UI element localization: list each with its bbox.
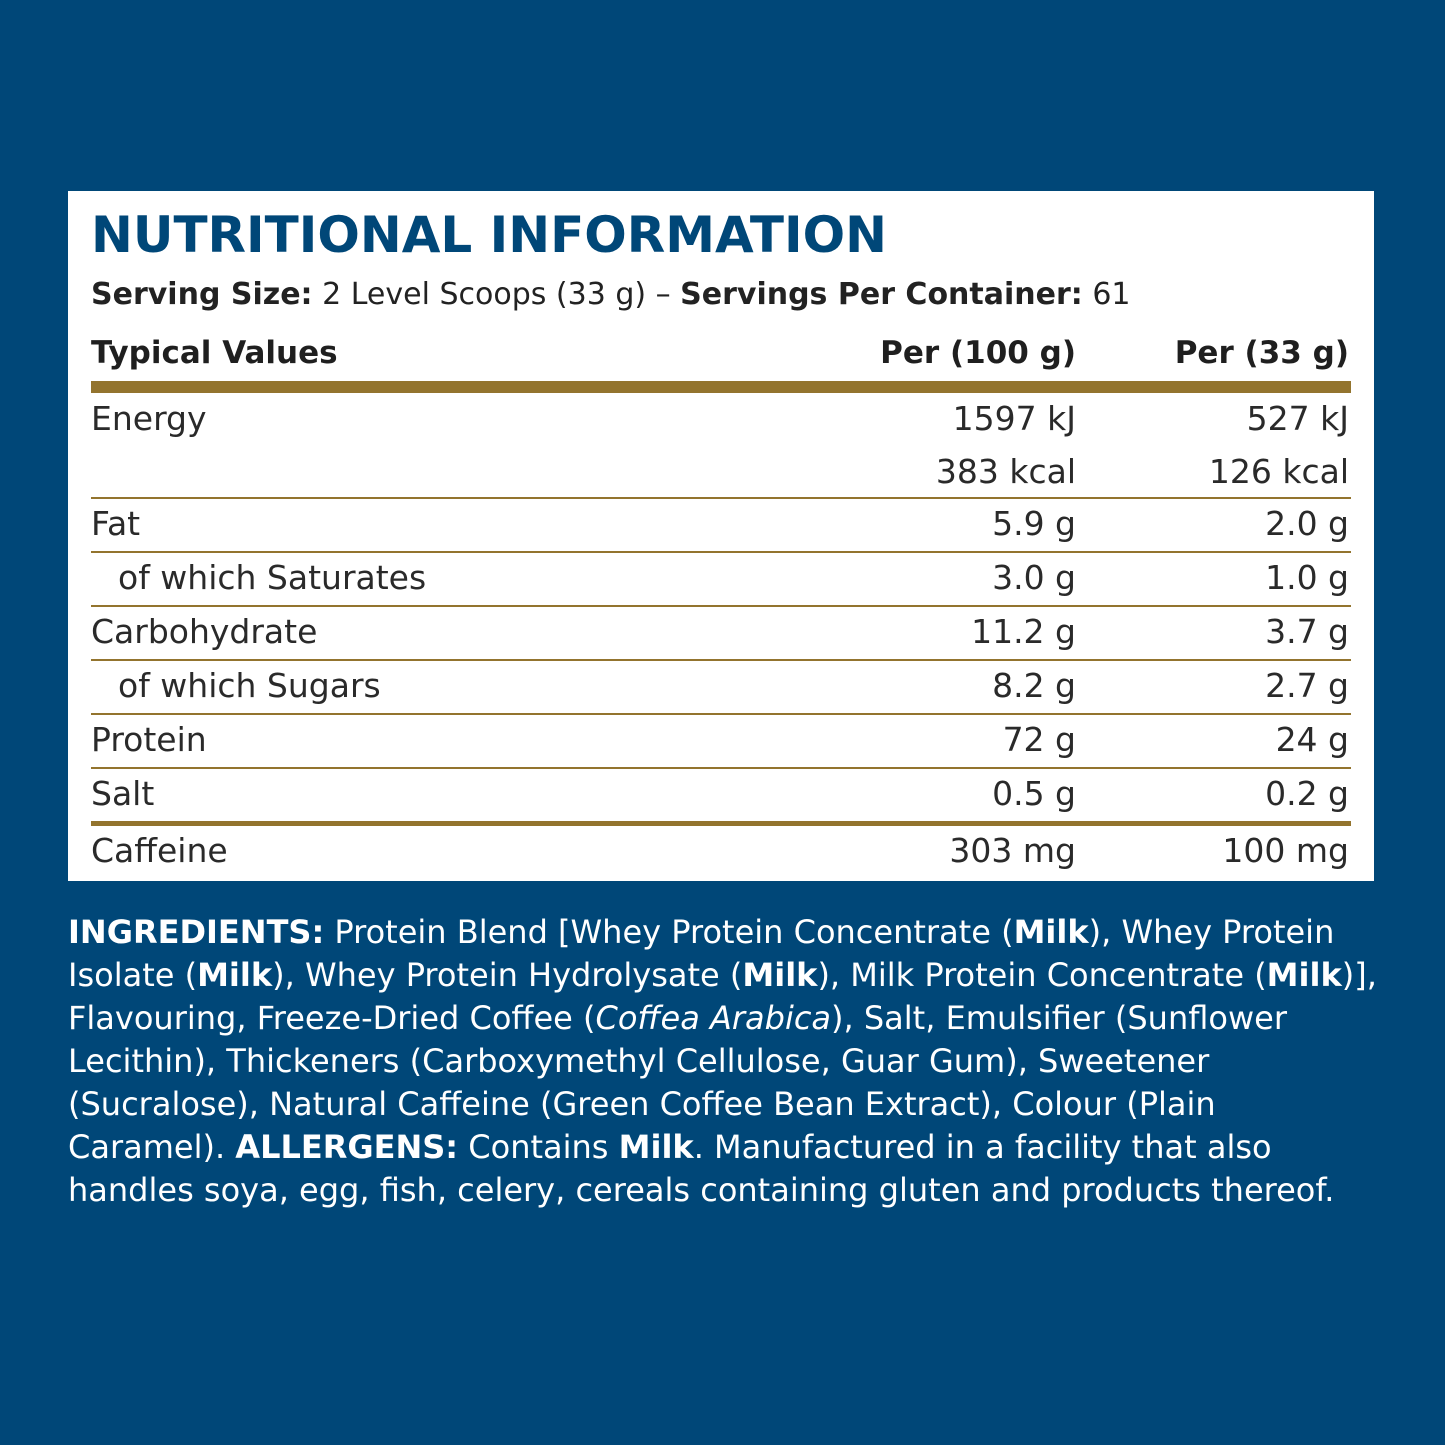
ingredients-part: Protein Blend [Whey Protein Concentrate (: [324, 913, 1014, 951]
row-per33: 0.2 g: [1265, 774, 1349, 813]
allergens-heading: ALLERGENS:: [235, 1128, 459, 1166]
energy-per100-kj: 1597 kJ: [952, 399, 1076, 438]
row-per100: 3.0 g: [992, 558, 1076, 597]
header-typical-values: Typical Values: [91, 335, 338, 371]
row-label: Salt: [91, 774, 155, 813]
ingredients-part: Contains: [458, 1128, 619, 1166]
row-per33: 1.0 g: [1265, 558, 1349, 597]
panel-title: NUTRITIONAL INFORMATION: [91, 206, 887, 264]
ingredients-part: ), Whey Protein Isolate (: [68, 913, 1335, 994]
serving-size-value: 2 Level Scoops (33 g) –: [312, 277, 681, 312]
table-header-row: [91, 331, 1351, 381]
allergen-milk: Milk: [742, 956, 818, 994]
row-label: Carbohydrate: [91, 612, 318, 651]
nutrition-table: [91, 331, 1351, 878]
energy-label: Energy: [91, 399, 207, 438]
allergen-milk: Milk: [197, 956, 273, 994]
row-per33: 24 g: [1275, 720, 1349, 759]
ingredients-part: ), Milk Protein Concentrate (: [817, 956, 1267, 994]
ingredients-part: ), Whey Protein Hydrolysate (: [272, 956, 743, 994]
row-per100: 5.9 g: [992, 504, 1076, 543]
energy-per33-kcal: 126 kcal: [1208, 452, 1349, 491]
table-row: [91, 607, 1351, 659]
row-per33: 3.7 g: [1265, 612, 1349, 651]
ingredients-part: . Manufactured in a facility that also handles soya, egg, fish, celery, cereals containing gluten and products thereof.: [68, 1128, 1335, 1209]
ingredients-part: )], Flavouring, Freeze-Dried Coffee (: [68, 956, 1377, 1037]
allergen-milk: Milk: [1266, 956, 1342, 994]
table-row: [91, 661, 1351, 713]
allergen-milk: Milk: [618, 1128, 694, 1166]
header-per-33g: Per (33 g): [1174, 335, 1349, 371]
serving-info: [91, 277, 1131, 313]
caffeine-label: Caffeine: [91, 831, 228, 870]
header-per-100g: Per (100 g): [880, 335, 1076, 371]
allergen-milk: Milk: [1013, 913, 1089, 951]
table-row-caffeine: [91, 826, 1351, 878]
caffeine-per100: 303 mg: [949, 831, 1076, 870]
row-label: of which Saturates: [118, 558, 427, 597]
servings-per-container-label: Servings Per Container:: [680, 277, 1083, 312]
row-label: Fat: [91, 504, 141, 543]
ingredients-part: ), Salt, Emulsifier (Sunflower Lecithin), Thickeners (Carboxymethyl Cellulose, Guar Gum), Sweetener (Sucralose), Natural Caffeine (Green Coffee Bean Extract), Colour (Plain Caramel).: [68, 999, 1287, 1166]
energy-per33-kj: 527 kJ: [1246, 399, 1349, 438]
row-per100: 0.5 g: [992, 774, 1076, 813]
servings-per-container-value: 61: [1082, 277, 1131, 312]
caffeine-per33: 100 mg: [1222, 831, 1349, 870]
table-row: [91, 715, 1351, 767]
table-row-energy: [91, 393, 1351, 497]
row-label: Protein: [91, 720, 207, 759]
ingredients-heading: INGREDIENTS:: [68, 913, 325, 951]
ingredients-text: [68, 911, 1378, 1212]
serving-size-label: Serving Size:: [91, 277, 313, 312]
table-row: [91, 553, 1351, 605]
row-per33: 2.0 g: [1265, 504, 1349, 543]
coffea-arabica: Coffea Arabica: [595, 999, 832, 1037]
row-label: of which Sugars: [118, 666, 381, 705]
header-divider: [91, 381, 1351, 393]
nutrition-panel: [68, 191, 1374, 881]
row-per100: 8.2 g: [992, 666, 1076, 705]
table-row: [91, 769, 1351, 821]
row-per100: 11.2 g: [971, 612, 1076, 651]
energy-per100-kcal: 383 kcal: [935, 452, 1076, 491]
row-per100: 72 g: [1002, 720, 1076, 759]
row-per33: 2.7 g: [1265, 666, 1349, 705]
table-row: [91, 499, 1351, 551]
